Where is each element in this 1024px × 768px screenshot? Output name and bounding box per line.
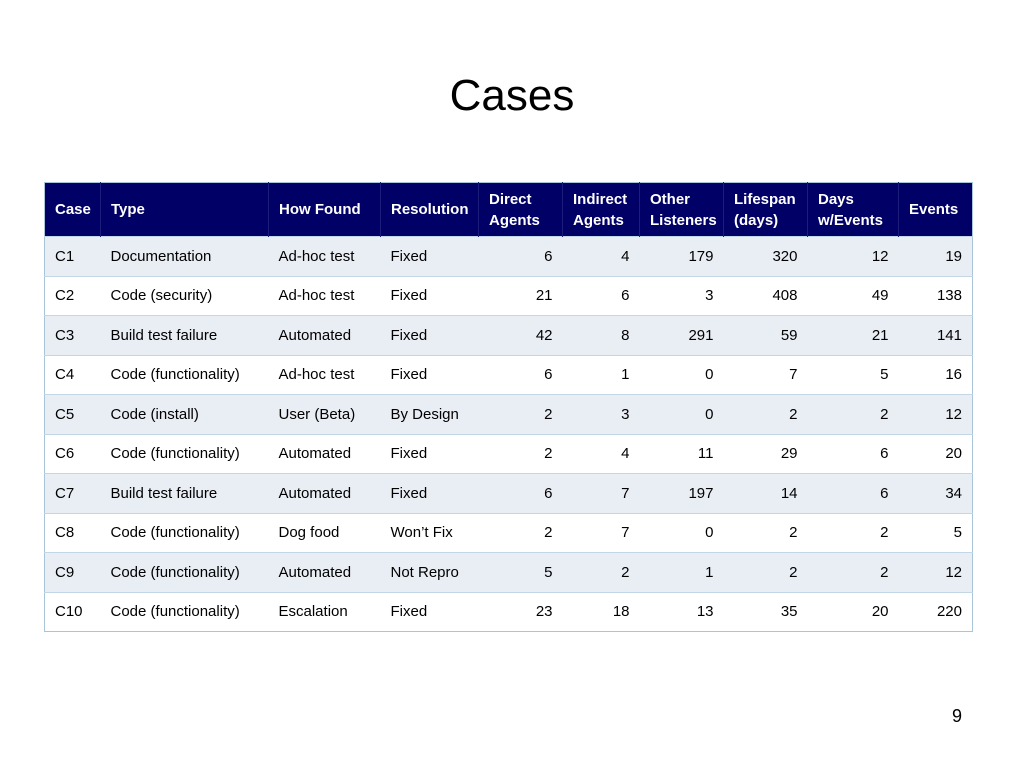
cell-case: C6 [45, 434, 101, 474]
cell-direct-agents: 21 [479, 276, 563, 316]
cell-lifespan: 408 [724, 276, 808, 316]
cell-events: 12 [899, 553, 973, 593]
cell-lifespan: 2 [724, 513, 808, 553]
header-other-listeners [640, 183, 724, 237]
cell-days-with-events: 49 [808, 276, 899, 316]
cell-case: C2 [45, 276, 101, 316]
cell-indirect-agents: 18 [563, 592, 640, 632]
cell-days-with-events: 5 [808, 355, 899, 395]
cell-other-listeners: 0 [640, 395, 724, 435]
cell-type: Code (functionality) [101, 592, 269, 632]
cell-indirect-agents: 3 [563, 395, 640, 435]
cell-direct-agents: 6 [479, 355, 563, 395]
cell-how-found: Automated [269, 553, 381, 593]
cell-days-with-events: 6 [808, 474, 899, 514]
cell-resolution: Won’t Fix [381, 513, 479, 553]
cell-lifespan: 29 [724, 434, 808, 474]
cell-events: 16 [899, 355, 973, 395]
cell-events: 20 [899, 434, 973, 474]
cell-other-listeners: 179 [640, 237, 724, 277]
header-how-found-label: How Found [279, 201, 361, 218]
cell-days-with-events: 21 [808, 316, 899, 356]
cell-type: Code (functionality) [101, 434, 269, 474]
cell-indirect-agents: 1 [563, 355, 640, 395]
cell-type: Code (functionality) [101, 553, 269, 593]
cell-days-with-events: 2 [808, 513, 899, 553]
table-row [45, 355, 973, 395]
cell-type: Build test failure [101, 316, 269, 356]
cell-lifespan: 7 [724, 355, 808, 395]
header-lifespan-line1: Lifespan [734, 190, 796, 208]
cell-direct-agents: 2 [479, 434, 563, 474]
header-direct-agents-line2: Agents [489, 211, 540, 229]
cell-resolution: Fixed [381, 276, 479, 316]
cell-other-listeners: 1 [640, 553, 724, 593]
header-events [899, 183, 973, 237]
cell-lifespan: 2 [724, 553, 808, 593]
cell-case: C5 [45, 395, 101, 435]
table-header-row [45, 183, 973, 237]
header-type [101, 183, 269, 237]
page-number: 9 [951, 706, 962, 726]
header-type-label: Type [111, 201, 145, 218]
cell-days-with-events: 20 [808, 592, 899, 632]
cell-events: 19 [899, 237, 973, 277]
cell-resolution: Not Repro [381, 553, 479, 593]
header-indirect-agents-line1: Indirect [573, 190, 628, 208]
cell-type: Code (functionality) [101, 513, 269, 553]
cell-case: C1 [45, 237, 101, 277]
cell-direct-agents: 6 [479, 474, 563, 514]
cell-how-found: Automated [269, 434, 381, 474]
cell-how-found: Dog food [269, 513, 381, 553]
cases-table [44, 182, 973, 632]
table-row [45, 434, 973, 474]
cell-other-listeners: 3 [640, 276, 724, 316]
cell-direct-agents: 23 [479, 592, 563, 632]
cell-how-found: User (Beta) [269, 395, 381, 435]
table-row [45, 276, 973, 316]
cell-resolution: Fixed [381, 434, 479, 474]
cell-case: C3 [45, 316, 101, 356]
header-other-listeners-line2: Listeners [650, 211, 717, 229]
header-direct-agents [479, 183, 563, 237]
cell-events: 138 [899, 276, 973, 316]
cell-days-with-events: 6 [808, 434, 899, 474]
cell-case: C7 [45, 474, 101, 514]
cell-indirect-agents: 6 [563, 276, 640, 316]
cell-days-with-events: 2 [808, 395, 899, 435]
cell-lifespan: 35 [724, 592, 808, 632]
cell-other-listeners: 13 [640, 592, 724, 632]
cell-direct-agents: 2 [479, 395, 563, 435]
cell-type: Build test failure [101, 474, 269, 514]
cell-lifespan: 14 [724, 474, 808, 514]
table-row [45, 513, 973, 553]
cell-indirect-agents: 4 [563, 434, 640, 474]
cell-direct-agents: 5 [479, 553, 563, 593]
table-row [45, 592, 973, 632]
header-events-label: Events [909, 201, 959, 218]
cell-case: C8 [45, 513, 101, 553]
header-case-label: Case [55, 201, 91, 218]
cell-lifespan: 320 [724, 237, 808, 277]
table-row [45, 553, 973, 593]
cell-other-listeners: 197 [640, 474, 724, 514]
slide-title: Cases [449, 71, 575, 120]
cell-case: C10 [45, 592, 101, 632]
cell-resolution: Fixed [381, 474, 479, 514]
table-row [45, 474, 973, 514]
cell-days-with-events: 2 [808, 553, 899, 593]
table-row [45, 395, 973, 435]
cell-type: Code (functionality) [101, 355, 269, 395]
cell-how-found: Escalation [269, 592, 381, 632]
cell-direct-agents: 2 [479, 513, 563, 553]
table-row [45, 316, 973, 356]
cell-indirect-agents: 7 [563, 513, 640, 553]
cell-other-listeners: 11 [640, 434, 724, 474]
header-days-with-events [808, 183, 899, 237]
cell-resolution: Fixed [381, 592, 479, 632]
cell-other-listeners: 0 [640, 513, 724, 553]
cell-resolution: Fixed [381, 237, 479, 277]
cell-indirect-agents: 8 [563, 316, 640, 356]
header-case [45, 183, 101, 237]
table-body [45, 237, 973, 632]
cell-type: Documentation [101, 237, 269, 277]
cell-resolution: By Design [381, 395, 479, 435]
header-lifespan-line2: (days) [734, 211, 779, 229]
cell-case: C4 [45, 355, 101, 395]
cell-case: C9 [45, 553, 101, 593]
cell-other-listeners: 291 [640, 316, 724, 356]
cell-events: 220 [899, 592, 973, 632]
cell-resolution: Fixed [381, 355, 479, 395]
cell-how-found: Ad-hoc test [269, 237, 381, 277]
header-other-listeners-line1: Other [650, 190, 691, 208]
header-how-found [269, 183, 381, 237]
header-direct-agents-line1: Direct [489, 190, 532, 208]
cell-direct-agents: 6 [479, 237, 563, 277]
cell-lifespan: 59 [724, 316, 808, 356]
cell-indirect-agents: 7 [563, 474, 640, 514]
cell-type: Code (install) [101, 395, 269, 435]
cell-other-listeners: 0 [640, 355, 724, 395]
header-days-with-events-line2: w/Events [818, 211, 884, 229]
cell-events: 141 [899, 316, 973, 356]
cell-type: Code (security) [101, 276, 269, 316]
cell-how-found: Automated [269, 316, 381, 356]
cell-events: 5 [899, 513, 973, 553]
header-days-with-events-line1: Days [818, 190, 854, 208]
header-resolution [381, 183, 479, 237]
cell-how-found: Ad-hoc test [269, 355, 381, 395]
cell-resolution: Fixed [381, 316, 479, 356]
header-indirect-agents [563, 183, 640, 237]
cell-direct-agents: 42 [479, 316, 563, 356]
cell-how-found: Automated [269, 474, 381, 514]
cell-indirect-agents: 2 [563, 553, 640, 593]
cases-table-container [44, 182, 972, 632]
table-row [45, 237, 973, 277]
cell-events: 34 [899, 474, 973, 514]
cell-indirect-agents: 4 [563, 237, 640, 277]
header-resolution-label: Resolution [391, 201, 469, 218]
header-lifespan [724, 183, 808, 237]
cell-how-found: Ad-hoc test [269, 276, 381, 316]
cell-days-with-events: 12 [808, 237, 899, 277]
cell-lifespan: 2 [724, 395, 808, 435]
header-indirect-agents-line2: Agents [573, 211, 624, 229]
cell-events: 12 [899, 395, 973, 435]
